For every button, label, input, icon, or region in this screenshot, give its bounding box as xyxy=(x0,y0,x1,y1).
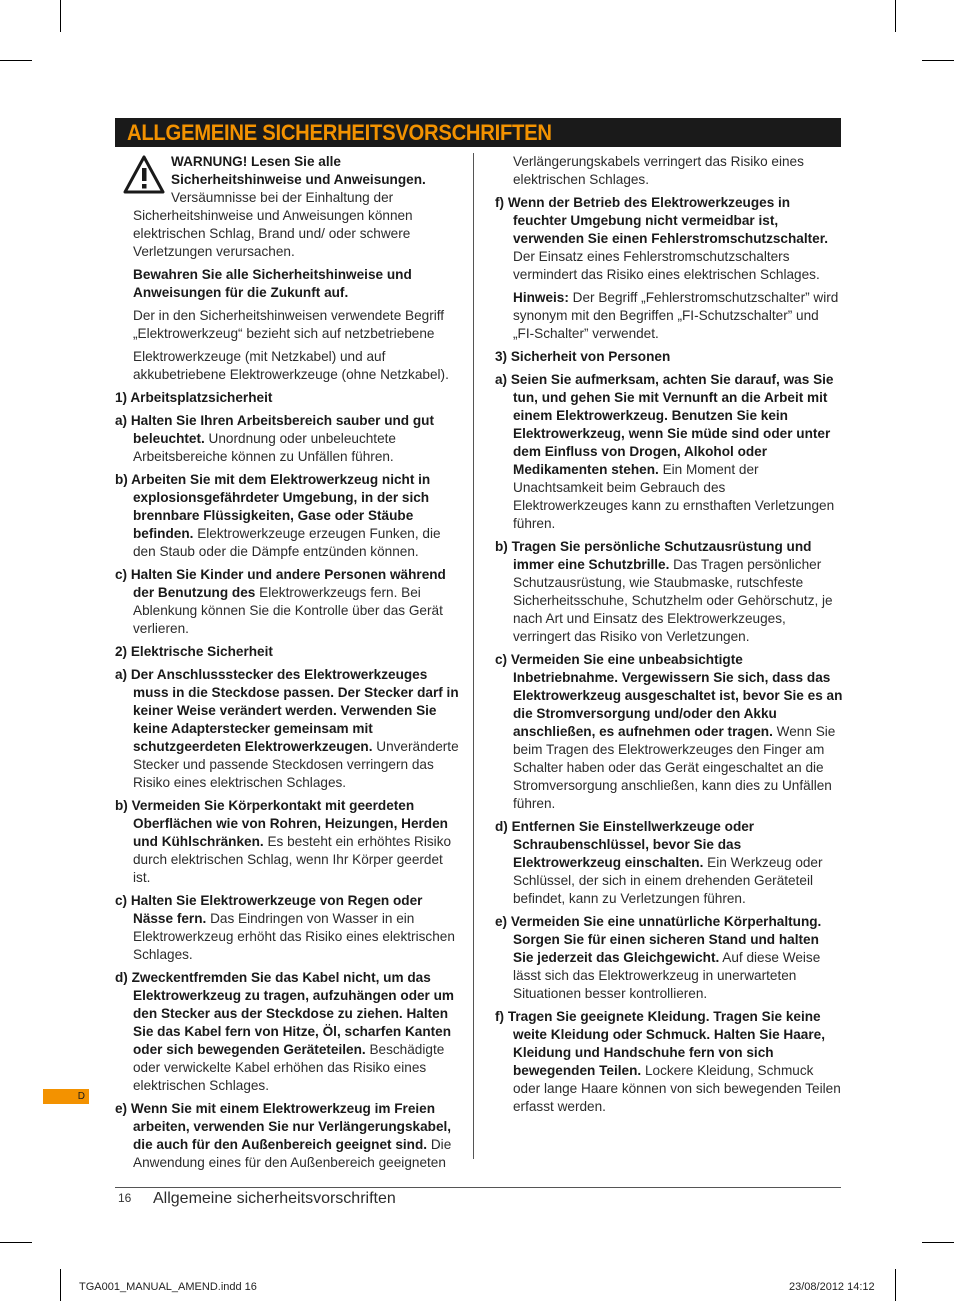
item-text: Elektrowerkzeugs fern. Bei Ablenkung können Sie die Kontrolle über das Gerät verlieren. xyxy=(133,585,443,636)
list-item xyxy=(495,538,843,646)
item-text: Das Tragen persönlicher Schutzausrüstung, wie Staubmaske, rutschfeste Sicherheitsschuhe, Schutzhelm oder Gehörschutz, je nach Art und Einsatz des Elektrowerkzeuges, verringert das Risiko von Verletzungen. xyxy=(513,557,833,644)
item-text: Unordnung oder unbeleuchtete Arbeitsbereiche können zu Unfällen führen. xyxy=(133,431,396,464)
keep-instructions-text: Bewahren Sie alle Sicherheitshinweise und Anweisungen für die Zukunft auf. xyxy=(133,267,412,300)
term-text-2: Elektrowerkzeuge (mit Netzkabel) und auf akkubetriebene Elektrowerkzeuge (ohne Netzkabel). xyxy=(133,349,449,382)
footer-rule xyxy=(115,1187,841,1188)
warning-text: Versäumnisse bei der Einhaltung der Sicherheitshinweise und Anweisungen können elektrischen Schlag, Brand und/ oder schwere Verletzungen verursachen. xyxy=(133,190,413,259)
crop-mark xyxy=(0,60,32,61)
crop-mark xyxy=(60,0,61,32)
list-item xyxy=(495,1008,843,1116)
list-item xyxy=(115,566,462,638)
list-item xyxy=(115,797,462,887)
item-text: Der Einsatz eines Fehlerstromschutzschalters vermindert das Risiko eines elektrischen Schlages. xyxy=(513,249,820,282)
item-bold: d) Zweckentfremden Sie das Kabel nicht, um das Elektrowerkzeug zu tragen, aufzuhängen oder um den Stecker aus der Steckdose zu ziehen. Halten Sie das Kabel fern von Hitze, Öl, scharfen Kanten oder sich bewegenden Geräteteilen. xyxy=(115,970,455,1057)
footer-title: Allgemeine sicherheitsvorschriften xyxy=(153,1190,396,1207)
item-bold: c) Halten Sie Elektrowerkzeuge von Regen oder Nässe fern. xyxy=(115,893,423,926)
list-item xyxy=(495,194,843,284)
item-text: Elektrowerkzeuge erzeugen Funken, die den Staub oder die Dämpfe entzünden können. xyxy=(133,526,441,559)
item-text: Lockere Kleidung, Schmuck oder lange Haare können von sich bewegenden Teilen erfasst werden. xyxy=(513,1063,841,1114)
warning-bold-text: WARNUNG! Lesen Sie alle Sicherheitshinweise und Anweisungen. xyxy=(171,154,426,187)
item-bold: a) Der Anschlussstecker des Elektrowerkzeuges muss in die Steckdose passen. Der Stecker darf in keiner Weise verändert werden. Verwenden Sie keine Adapterstecker gemeinsam mit schutzgeerdeten Elektrowerkzeugen. xyxy=(115,667,459,754)
list-item xyxy=(115,892,462,964)
item-text: Ein Werkzeug oder Schlüssel, der sich in einem drehenden Geräteteil befindet, kann zu Verletzungen führen. xyxy=(513,855,823,906)
item-text: Wenn Sie beim Tragen des Elektrowerkzeuges den Finger am Schalter haben oder das Gerät eingeschaltet an die Stromversorgung anschließen, kann dies zu Unfällen führen. xyxy=(513,724,836,811)
item-text: Die Anwendung eines für den Außenbereich geeigneten xyxy=(133,1137,452,1170)
item-bold: c) Vermeiden Sie eine unbeabsichtigte Inbetriebnahme. Vergewissern Sie sich, dass das Elektrowerkzeug ausgeschaltet ist, bevor Sie es an die Stromversorgung und/oder den Akku anschließen, es aufnehmen oder tragen. xyxy=(495,652,843,739)
warning-block xyxy=(115,153,462,261)
crop-mark xyxy=(922,1242,954,1243)
item-text: Es besteht ein erhöhtes Risiko durch elektrischen Schlag, wenn Ihr Körper geerdet ist. xyxy=(133,834,452,885)
item-text: Unveränderte Stecker und passende Steckdosen verringern das Risiko eines elektrischen Schlages. xyxy=(133,739,459,790)
item-bold: f) Tragen Sie geeignete Kleidung. Tragen Sie keine weite Kleidung oder Schmuck. Halten Sie Haare, Kleidung und Handschuhe fern von sich bewegenden Teilen. xyxy=(495,1009,825,1078)
item-text: Auf diese Weise lässt sich das Elektrowerkzeug in unerwarteten Situationen besser kontrollieren. xyxy=(513,950,821,1001)
note-body: Der Begriff „Fehlerstromschutzschalter” wird synonym mit den Begriffen „FI-Schutzschalter” und „FI-Schalter” verwendet. xyxy=(513,290,839,341)
item-bold: a) Seien Sie aufmerksam, achten Sie darauf, was Sie tun, und gehen Sie mit Vernunft an die Arbeit mit einem Elektrowerkzeug. Benutzen Sie kein Elektrowerkzeug, wenn Sie müde sind oder unter dem Einfluss von Drogen, Alkohol oder Medikamenten stehen. xyxy=(495,372,834,477)
item-text: Beschädigte oder verwickelte Kabel erhöhen das Risiko eines elektrischen Schlages. xyxy=(133,1042,445,1093)
section-heading-1: 1) Arbeitsplatzsicherheit xyxy=(115,390,273,405)
crop-mark xyxy=(60,1269,61,1301)
list-item xyxy=(115,666,462,792)
list-item xyxy=(115,412,462,466)
item-bold: d) Entfernen Sie Einstellwerkzeuge oder Schraubenschlüssel, bevor Sie das Elektrowerkzeug einschalten. xyxy=(495,819,755,870)
list-item xyxy=(115,471,462,561)
column-divider xyxy=(473,153,474,1159)
list-item xyxy=(495,913,843,1003)
crop-mark xyxy=(0,1242,32,1243)
section-title-bar xyxy=(115,118,841,147)
item-bold: b) Vermeiden Sie Körperkontakt mit geerdeten Oberflächen wie von Rohren, Heizungen, Herden und Kühlschränken. xyxy=(115,798,448,849)
list-item xyxy=(495,371,843,533)
list-item xyxy=(115,969,462,1095)
section-heading-3: 3) Sicherheit von Personen xyxy=(495,349,671,364)
item-bold: e) Wenn Sie mit einem Elektrowerkzeug im Freien arbeiten, verwenden Sie nur Verlängerungskabel, die auch für den Außenbereich geeignet sind. xyxy=(115,1101,452,1152)
term-text: Der in den Sicherheitshinweisen verwendete Begriff „Elektrowerkzeug“ bezieht sich auf netzbetriebene xyxy=(133,308,445,341)
language-tab: D xyxy=(43,1089,89,1104)
item-bold: b) Tragen Sie persönliche Schutzausrüstung und immer eine Schutzbrille. xyxy=(495,539,812,572)
slug-file: TGA001_MANUAL_AMEND.indd 16 xyxy=(79,1281,257,1293)
page-number: 16 xyxy=(118,1191,132,1205)
item-bold: b) Arbeiten Sie mit dem Elektrowerkzeug nicht in explosionsgefährdeter Umgebung, in der sich brennbare Flüssigkeiten, Gase oder Stäube befinden. xyxy=(115,472,431,541)
list-item xyxy=(495,651,843,813)
crop-mark xyxy=(895,0,896,32)
list-item xyxy=(495,818,843,908)
note-label: Hinweis: xyxy=(513,290,569,305)
crop-mark xyxy=(922,60,954,61)
item-bold: f) Wenn der Betrieb des Elektrowerkzeuges in feuchter Umgebung nicht vermeidbar ist, verwenden Sie einen Fehlerstromschutzschalter. xyxy=(495,195,829,246)
note-text xyxy=(495,289,843,343)
right-column xyxy=(495,153,843,1121)
warning-triangle-icon xyxy=(123,155,165,195)
item-text: Ein Moment der Unachtsamkeit beim Gebrauch des Elektrowerkzeuges kann zu ernsthaften Verletzungen führen. xyxy=(513,462,835,531)
item-text: Das Eindringen von Wasser in ein Elektrowerkzeug erhöht das Risiko eines elektrischen Schlages. xyxy=(133,911,455,962)
item-bold: e) Vermeiden Sie eine unnatürliche Körperhaltung. Sorgen Sie für einen sicheren Stand und halten Sie jederzeit das Gleichgewicht. xyxy=(495,914,822,965)
left-column xyxy=(115,153,462,1177)
item-bold: a) Halten Sie Ihren Arbeitsbereich sauber und gut beleuchtet. xyxy=(115,413,435,446)
page-title: ALLGEMEINE SICHERHEITSVORSCHRIFTEN xyxy=(127,120,552,145)
crop-mark xyxy=(895,1269,896,1301)
list-item xyxy=(115,1100,462,1172)
slug-date: 23/08/2012 14:12 xyxy=(789,1281,875,1293)
continued-text: Verlängerungskabels verringert das Risiko eines elektrischen Schlages. xyxy=(513,154,804,187)
item-bold: c) Halten Sie Kinder und andere Personen während der Benutzung des xyxy=(115,567,446,600)
section-heading-2: 2) Elektrische Sicherheit xyxy=(115,644,273,659)
